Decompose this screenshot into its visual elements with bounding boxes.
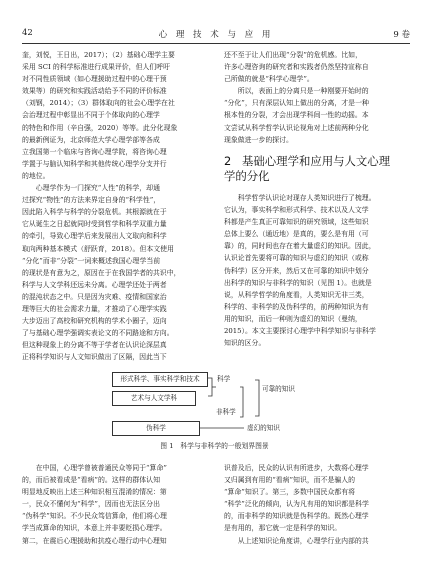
text-line: 心理学作为一门探究“人性”的科学，却通: [22, 184, 160, 193]
text-line: 对不同性质领域（如心理援助过程中的心理干预: [22, 75, 167, 84]
text-line: 明显地反映出上述三种知识相互混淆的情况：第: [22, 488, 167, 497]
section-title-line1: 基础心理学和应用与人文心理: [242, 154, 391, 168]
label-illusory-knowledge: 虚幻的知识: [247, 424, 280, 432]
text-line: 是有用的，那它就一定是科学的知识。: [224, 524, 342, 533]
text-line: 的现状是有意为之，原因在于在我国学者的共识中，: [22, 268, 181, 277]
text-line: “伪科学”知识。不少民众笃信算命，他们将心理: [22, 512, 167, 521]
label-science: 科学: [217, 375, 231, 383]
text-line: “分化”，只有深层认知上做出的分离，才是一种: [224, 99, 369, 108]
figure-caption: 图 1 科学与非科学的一般划界图景: [160, 442, 269, 450]
label-reliable-knowledge: 可靠的知识: [262, 385, 295, 393]
text-line: 的最新例证为，北京师范大学心理学部等各成: [22, 135, 160, 144]
text-line: 说，从科学哲学的角度看，人类知识无非三类，: [224, 290, 369, 299]
text-line: （刘钢，2014）；（3）群体取向的社会心理学在社: [22, 99, 175, 108]
header-rule: [22, 43, 410, 44]
text-line: 理等巨大的社会需求力量，才推动了心理学实践: [22, 304, 167, 313]
text-line: 许多心理咨询的研究者和实践者仍然坚持宣称自: [224, 63, 369, 72]
text-line: 但这种现象上的分离不等于学者在认识论深层真: [22, 341, 167, 350]
text-line: 用的知识，而后一种则为虚幻的知识（曼纳，: [224, 314, 362, 323]
text-line: 又归属到有用的“看病”知识，而不是骗人的: [224, 476, 356, 485]
text-line: 大步迈出了高校和研究机构的学术小圈子，迈向: [22, 317, 167, 326]
text-line: 现象做进一步的探讨。: [224, 135, 293, 144]
text-line: 效果等）的研究和实践活动给予不同的评价标准: [22, 87, 167, 96]
page-number: 42: [22, 28, 33, 38]
text-line: 根本性的分裂，才会出现学科间一性的动摇。本: [224, 111, 369, 120]
text-line: 从上述知识论角度讲，心理学行业内部的共: [224, 536, 369, 545]
text-line: 了与基础心理学强调实表论文的不同路途和方向。: [22, 329, 174, 338]
left-column-bottom: [22, 462, 208, 547]
left-column: [22, 49, 208, 363]
text-line: 在中国，心理学曾被普通民众等同于“算命”: [22, 464, 167, 472]
text-line: 的混沌状态之中。只是因为灾难、疫情和国家治: [22, 292, 167, 301]
text-line: 科都是产生真正可靠知识的研究领域，这些知识: [224, 218, 369, 227]
text-line: 科学与人文学科还远未分离。心理学还处于两者: [22, 280, 167, 289]
text-line: 采用 SCI 的科学标准进行成果评价，但人们呼吁: [22, 63, 171, 72]
text-line: 奎，刘悦，王日出，2017）；（2）基础心理学主要: [22, 51, 175, 59]
text-line: 所以，表面上的分离只是一种刚要开始时的: [224, 87, 369, 96]
right-column-body: [224, 192, 410, 349]
text-line: 科学的、非科学的及伪科学的，前两种知识为有: [224, 302, 369, 311]
text-line: 靠）的，同时间也存在着大量虚幻的知识。因此，: [224, 242, 376, 251]
text-line: 文尝试从科学哲学认识论视角对上述前两种分化: [224, 123, 369, 132]
text-line: 还不至于让人们出现“分裂”的危机感。比如，: [224, 51, 362, 59]
volume-label: 9 卷: [393, 30, 410, 40]
text-line: 2015）。本文主要探讨心理学中科学知识与非科学: [224, 327, 376, 336]
section-heading: [224, 154, 410, 184]
text-line: 第二，在震后心理援助和抗疫心理行动中心理知: [22, 536, 167, 545]
text-line: 认识论首先要将可靠的知识与虚幻的知识（或称: [224, 254, 369, 263]
figure-1: [112, 370, 317, 438]
text-line: 识普及后，民众的认识有所进步，大数将心理学: [224, 464, 369, 472]
text-line: 的，而非科学的知识就是伪科学的。既然心理学: [224, 512, 369, 521]
text-line: 正将科学知识与人文知识做出了区隔，因此当下: [22, 353, 167, 362]
text-line: “分化”而非“分裂”一词来概述我国心理学当前: [22, 256, 161, 265]
journal-title: 心 理 技 术 与 应 用: [158, 30, 274, 40]
section-number: 2: [224, 154, 232, 168]
text-line: 会治理过程中彰显出不同于个体取向的心理学: [22, 111, 160, 120]
text-line: 知识的区分。: [224, 339, 266, 348]
text-line: 一，民众不懂何为“科学”，因而也无法区分出: [22, 500, 160, 509]
text-line: 它认为，事实科学和形式科学、技术以及人文学: [224, 206, 369, 215]
text-line: 科学哲学认识论对现存人类知识进行了梳理。: [224, 194, 376, 202]
text-line: 的，而后被看成是“看病”的。这样的群体认知: [22, 476, 160, 485]
text-line: 它从诞生之日起就同时受到哲学和科学双重力量: [22, 220, 167, 229]
box-arts-humanities: 艺术与人文学科: [112, 391, 196, 406]
text-line: 因此陷入科学与科学的分裂危机。其根源就在于: [22, 208, 167, 217]
section-title-line2: 学的分化: [224, 169, 270, 183]
running-header: [22, 28, 410, 42]
text-line: 己所做的就是“科学心理学”。: [224, 75, 314, 84]
text-line: 伪科学）区分开来，然后又在可靠的知识中划分: [224, 266, 369, 275]
text-line: 学当成算命的知识，本意上并非要贬损心理学。: [22, 524, 167, 533]
text-line: 的地位。: [22, 171, 50, 180]
right-column-bottom: [224, 462, 410, 547]
label-nonscience: 非科学: [216, 408, 236, 416]
text-line: 总体上要么（通近地）是真的，要么是有用（可: [224, 230, 369, 239]
text-line: “科学”泛化的倾向，认为凡有用的知识都是科学: [224, 500, 369, 509]
box-formal-factual-tech: 形式科学、事实科学和技术: [112, 372, 208, 387]
text-line: 过探究“物性”的方法来界定自身的“科学性”，: [22, 196, 161, 205]
right-column: [224, 49, 410, 146]
text-line: 立我国第一个临床与咨询心理学院，将咨询心理: [22, 147, 167, 156]
text-line: 的特色和作用（辛自强，2020）等等。此分化现象: [22, 123, 178, 132]
box-pseudoscience: 伪科学: [112, 421, 200, 436]
text-line: 学置于与脑认知科学和其他传统心理学分支并行: [22, 159, 167, 168]
text-line: 出科学的知识与非科学的知识（见图 1）。也就是: [224, 278, 372, 287]
text-line: “算命”知识了。第三，多数中国民众都有将: [224, 488, 356, 497]
text-line: 的牵引，导致心理学后来发展出人文取向和科学: [22, 232, 167, 241]
text-line: 取向两种基本模式（舒跃育，2018）。但本文使用: [22, 244, 174, 253]
